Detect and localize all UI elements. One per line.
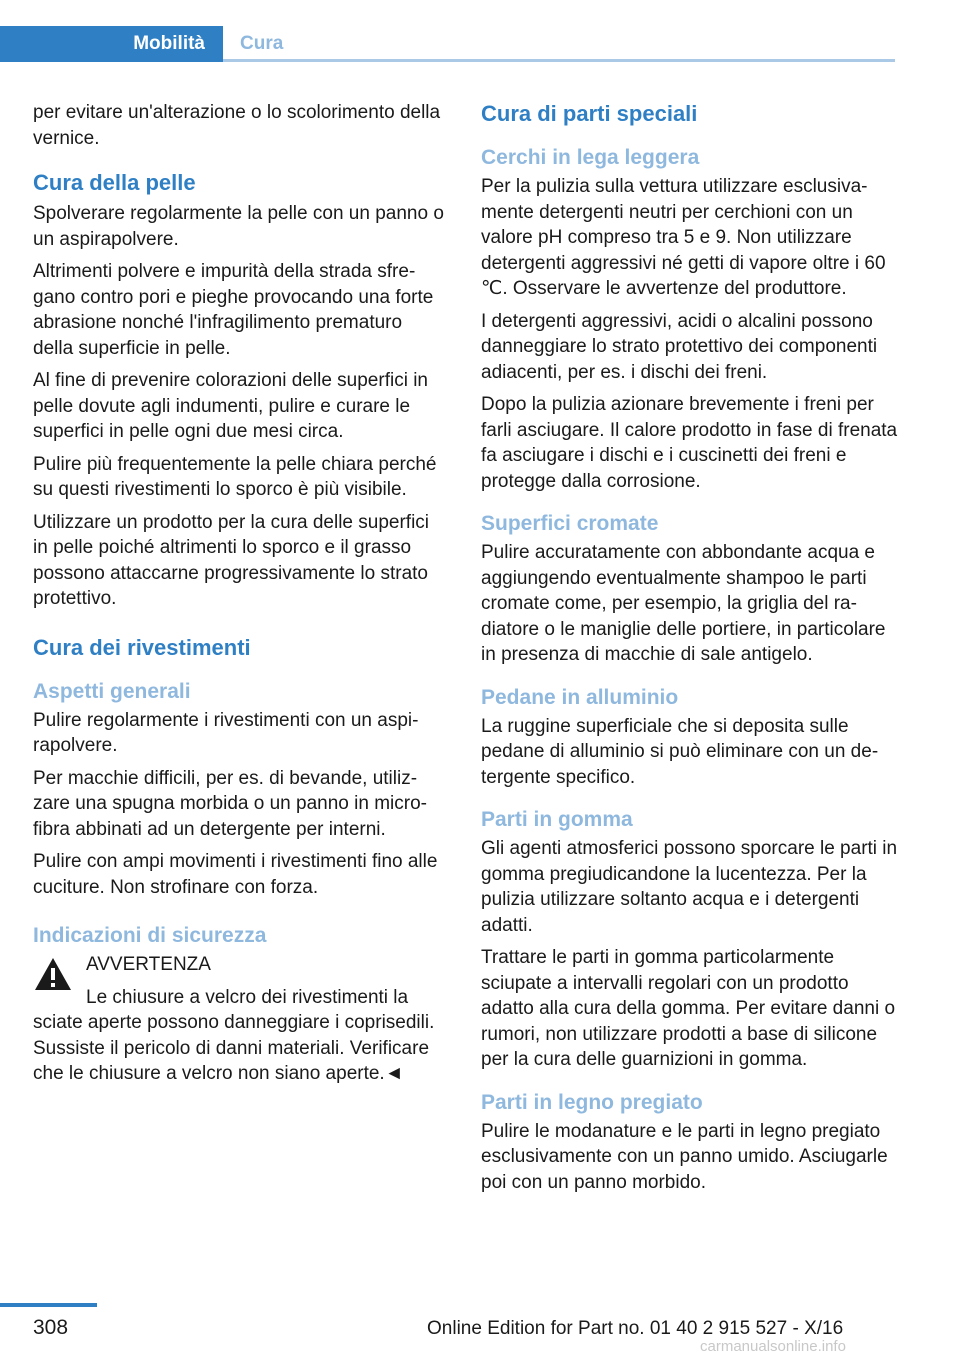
warning-triangle-icon <box>33 956 73 992</box>
heading-cura-rivestimenti: Cura dei rivestimenti <box>33 634 251 660</box>
heading-parti-gomma: Parti in gomma <box>481 808 633 831</box>
warning-label: AVVERTENZA <box>86 954 211 975</box>
watermark: carmanualsonline.info <box>700 1338 846 1355</box>
heading-parti-legno: Parti in legno pregiato <box>481 1090 703 1114</box>
heading-pedane-alluminio: Pedane in alluminio <box>481 685 679 709</box>
heading-cura-parti-speciali: Cura di parti speciali <box>481 101 698 126</box>
paragraph: Altrimenti polvere e impurità della strada sfregano contro pori e pieghe provocando una forte abrasione nonché l'infragilimento prematuro della superficie in pelle. <box>33 261 434 359</box>
page-header <box>0 26 895 62</box>
paragraph: Spolverare regolarmente la pelle con un panno o un aspirapolvere. <box>33 203 444 250</box>
tab-cura[interactable]: Cura <box>240 33 284 54</box>
paragraph: Gli agenti atmosferici possono sporcare le parti in gomma pregiudicandone la lucentezza. Per la pulizia utilizzare soltanto acqua e i detergenti adatti. <box>481 838 898 936</box>
paragraph: Pulire più frequentemente la pelle chiara perché su questi rivestimenti lo sporco è più visibile. <box>33 453 437 500</box>
paragraph: La ruggine superficiale che si deposita sulle pedane di alluminio si può eliminare con un detergente specifico. <box>481 715 879 788</box>
heading-superfici-cromate: Superfici cromate <box>481 512 659 535</box>
page-number: 308 <box>33 1316 69 1339</box>
footer-accent-bar <box>0 1303 97 1307</box>
tab-mobilita[interactable]: Mobilità <box>0 26 223 62</box>
paragraph: Utilizzare un prodotto per la cura delle superfici in pelle poiché altrimenti lo sporco e il grasso possono attaccarne progressivamente lo strato protettivo. <box>33 511 430 609</box>
left-column <box>33 100 447 1087</box>
paragraph: Pulire regolarmente i rivestimenti con un aspirapolvere. <box>33 709 419 756</box>
header-divider <box>223 59 895 62</box>
paragraph: Pulire con ampi movimenti i rivestimenti fino alle cuciture. Non strofinare con forza. <box>33 851 438 898</box>
paragraph: Dopo la pulizia azionare brevemente i freni per farli asciugare. Il calore prodotto in fase di frenata fa asciugare i dischi e i cuscinetti dei freni e protegge dalla corrosione. <box>481 394 898 492</box>
paragraph: Per macchie difficili, per es. di bevande, utilizzare una spugna morbida o un panno in microfibra abbinati ad un detergente per interni. <box>33 767 427 840</box>
heading-indicazioni-sicurezza: Indicazioni di sicurezza <box>33 924 267 947</box>
paragraph: I detergenti aggressivi, acidi o alcalini possono danneggiare lo strato protettivo dei componenti adiacenti, per es. i dischi dei freni. <box>481 310 878 383</box>
warning-box <box>33 952 447 1087</box>
paragraph: Trattare le parti in gomma particolarmente sciupate a intervalli regolari con un prodotto adatto alla cura della gomma. Per evitare danni o rumori, non utilizzare prodotti a base di silicone per la cura delle guarnizioni in gomma. <box>481 947 896 1070</box>
warning-first-line: Le chiusure a velcro dei rivestimenti la <box>86 986 409 1008</box>
edition-note: Online Edition for Part no. 01 40 2 915 527 - X/16 <box>427 1318 844 1339</box>
heading-aspetti-generali: Aspetti generali <box>33 679 191 703</box>
heading-cerchi-lega: Cerchi in lega leggera <box>481 146 700 169</box>
warning-text: sciate aperte possono danneggiare i coprisedili. Sussiste il pericolo di danni materiali. Verificare che le chiusure a velcro non siano aperte.◄ <box>33 1012 435 1084</box>
paragraph: Al fine di prevenire colorazioni delle superfici in pelle dovute agli indumenti, pulire e curare le superfici in pelle ogni due mesi circa. <box>33 370 428 442</box>
paragraph: per evitare un'alterazione o lo scolorimento della vernice. <box>33 102 441 149</box>
right-column <box>481 100 899 1202</box>
paragraph: Pulire le modanature e le parti in legno pregiato esclusivamente con un panno umido. Asciugarle poi con un panno morbido. <box>481 1120 888 1193</box>
heading-cura-pelle: Cura della pelle <box>33 170 196 195</box>
paragraph: Per la pulizia sulla vettura utilizzare esclusivamente detergenti neutri per cerchioni con un valore pH compreso tra 5 e 9. Non utilizzare detergenti aggressivi né getti di vapore oltre i 60 ℃. Osservare le avvertenze del produttore. <box>481 176 886 299</box>
paragraph: Pulire accuratamente con abbondante acqua e aggiungendo eventualmente shampoo le parti cromate come, per esempio, la griglia del radiatore o le maniglie delle portiere, in particolare in presenza di macchie di sale antigelo. <box>481 542 886 665</box>
